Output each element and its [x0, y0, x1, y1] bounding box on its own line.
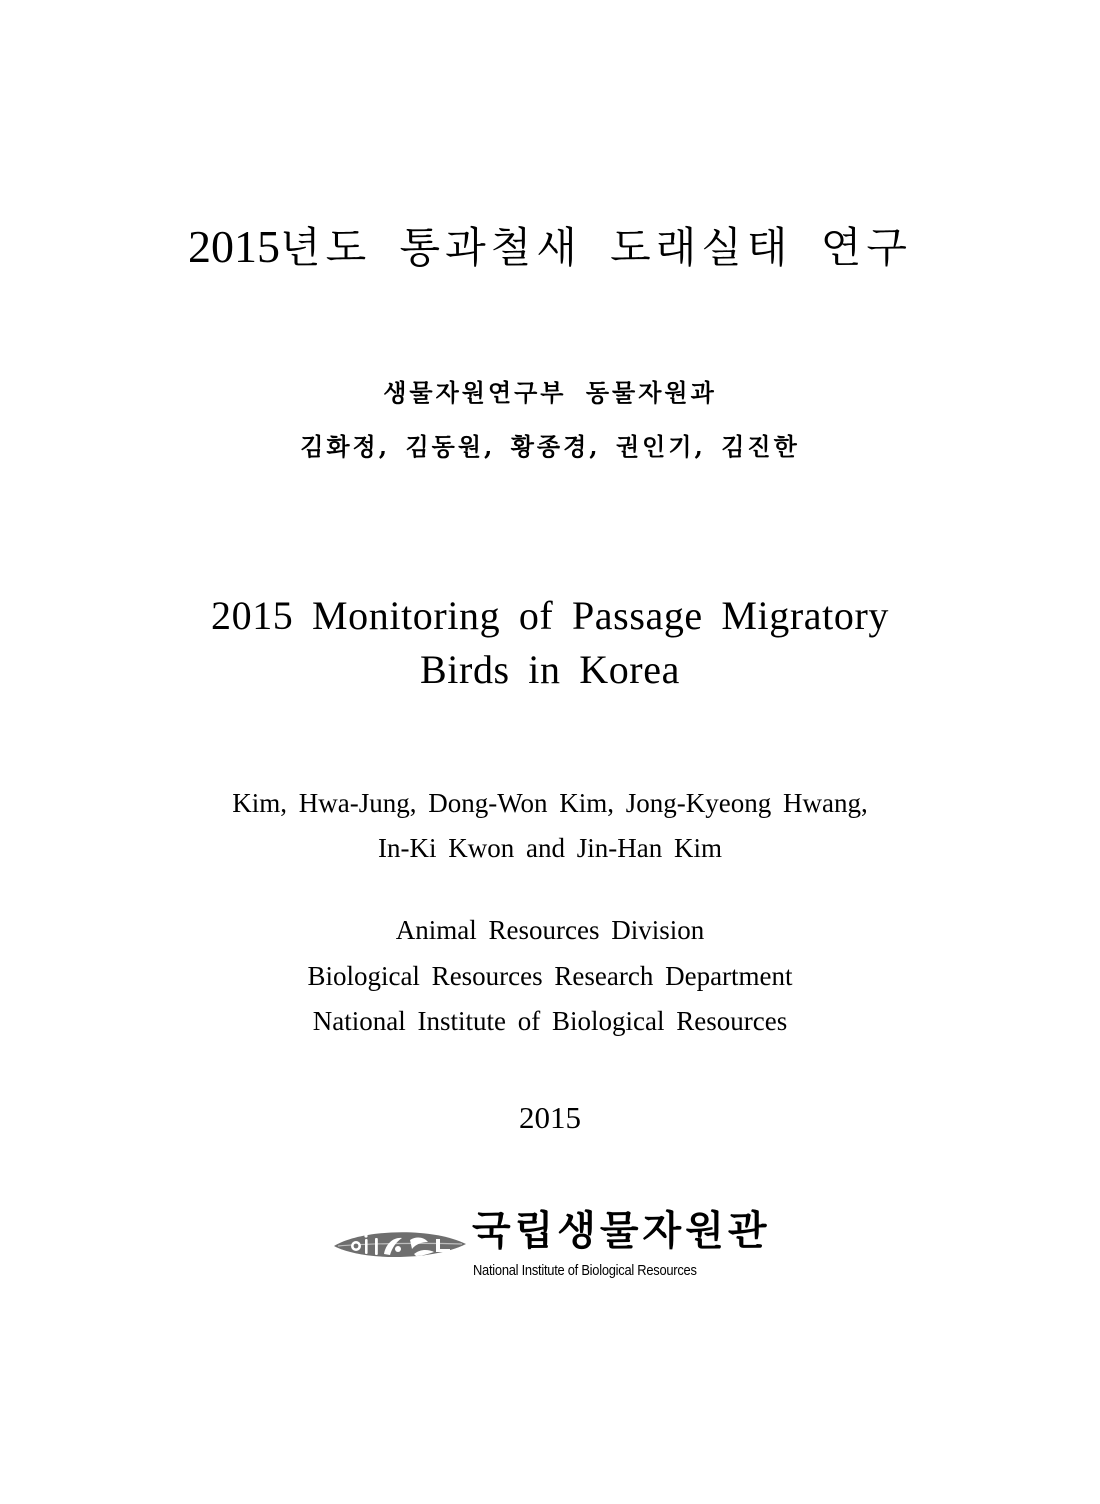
korean-authors: 김화정, 김동원, 황종경, 권인기, 김진한 [300, 432, 800, 461]
institute-logo [332, 1203, 772, 1293]
english-authors [0, 781, 1100, 871]
korean-department: 생물자원연구부 동물자원과 [383, 378, 717, 407]
korean-title-text: 년도 통과철새 도래실태 연구 [280, 223, 912, 272]
korean-title [0, 216, 1100, 279]
publication-year: 2015 [519, 1100, 581, 1135]
english-title-line-2: Birds in Korea [420, 647, 680, 692]
organization-department: Biological Resources Research Department [307, 960, 793, 991]
english-title [0, 589, 1100, 697]
organization-division: Animal Resources Division [395, 915, 705, 945]
english-authors-line-2: In-Ki Kwon and Jin-Han Kim [378, 833, 722, 863]
english-title-line-1: 2015 Monitoring of Passage Migratory [211, 593, 889, 638]
logo-korean-name: 국립생물자원관 [472, 1208, 771, 1254]
logo-english-name: National Institute of Biological Resources [473, 1262, 697, 1279]
leaf-emblem-icon [332, 1225, 468, 1265]
organization-block [0, 908, 1100, 1045]
organization-institute: National Institute of Biological Resources [312, 1006, 788, 1036]
korean-title-year: 2015 [188, 221, 281, 272]
english-authors-line-1: Kim, Hwa-Jung, Dong-Won Kim, Jong-Kyeong Hwang, [232, 788, 868, 818]
